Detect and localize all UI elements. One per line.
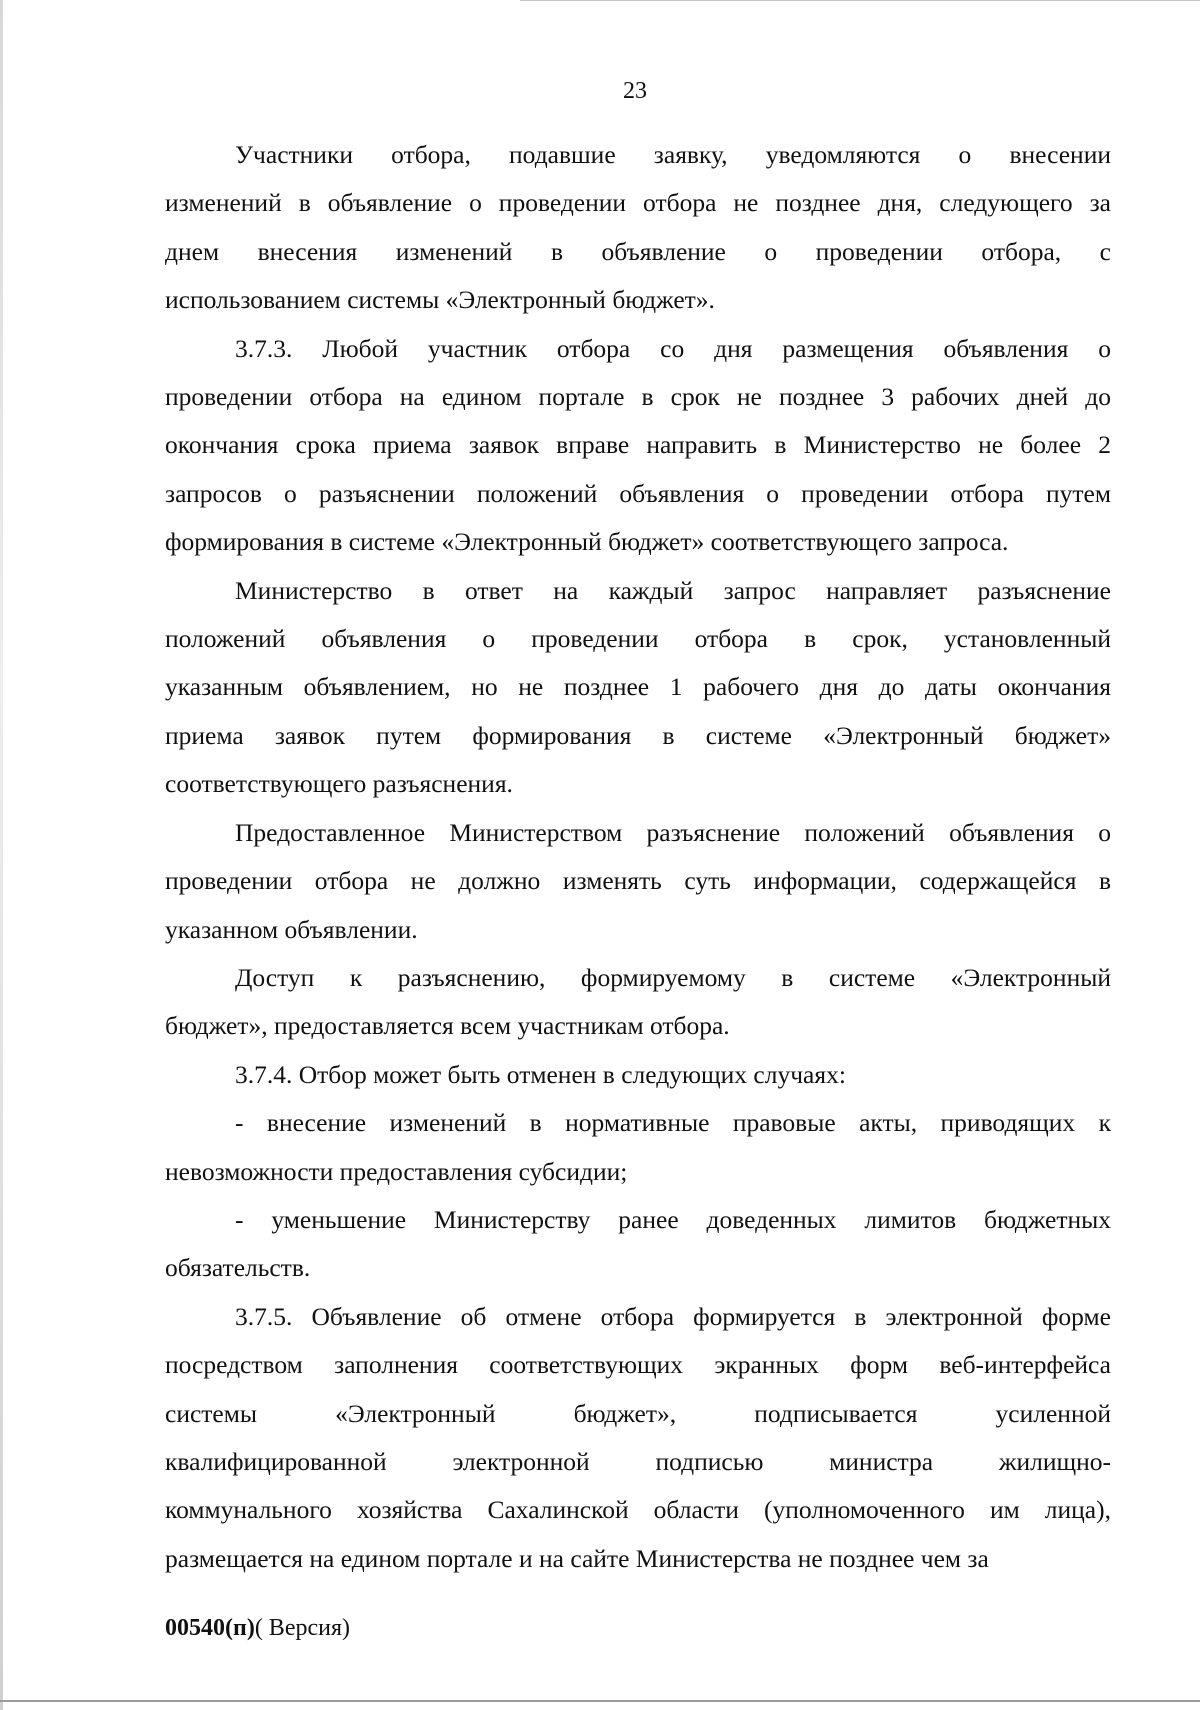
text-line: указанном объявлении. (165, 914, 418, 944)
document-footer (165, 1615, 350, 1642)
paragraph (165, 1293, 1111, 1583)
text-line: запросов о разъяснении положений объявления о проведении отбора путем (165, 478, 1111, 508)
text-line: бюджет», предоставляется всем участникам отбора. (165, 1011, 730, 1041)
paragraph (165, 1099, 1111, 1196)
text-line: Министерство в ответ на каждый запрос направляет разъяснение (235, 575, 1111, 605)
text-line: 3.7.3. Любой участник отбора со дня размещения объявления о (235, 333, 1111, 363)
text-line: формирования в системе «Электронный бюджет» соответствующего запроса. (165, 527, 1009, 557)
text-line: Предоставленное Министерством разъяснение положений объявления о (235, 817, 1111, 847)
text-line: изменений в объявление о проведении отбора не позднее дня, следующего за (165, 188, 1111, 218)
paragraph (165, 325, 1111, 567)
text-line: проведении отбора не должно изменять суть информации, содержащейся в (165, 866, 1111, 896)
text-line: коммунального хозяйства Сахалинской области (уполномоченного им лица), (165, 1495, 1111, 1525)
text-line: окончания срока приема заявок вправе направить в Министерство не более 2 (165, 430, 1111, 460)
paragraph (165, 1196, 1111, 1293)
text-line: днем внесения изменений в объявление о проведении отбора, с (165, 236, 1111, 266)
text-line: размещается на едином портале и на сайте Министерства не позднее чем за (165, 1543, 989, 1573)
paragraph (165, 809, 1111, 954)
scan-edge-left (0, 0, 3, 1710)
text-line: системы «Электронный бюджет», подписывается усиленной (165, 1398, 1111, 1428)
scan-edge-bottom (0, 1700, 1200, 1702)
text-line: Участники отбора, подавшие заявку, уведомляются о внесении (235, 140, 1111, 169)
text-line: проведении отбора на едином портале в срок не позднее 3 рабочих дней до (165, 382, 1111, 412)
paragraph (165, 567, 1111, 809)
text-line: Доступ к разъяснению, формируемому в системе «Электронный (235, 962, 1111, 992)
text-line: - уменьшение Министерству ранее доведенных лимитов бюджетных (235, 1204, 1111, 1234)
text-line: указанным объявлением, но не позднее 1 рабочего дня до даты окончания (165, 672, 1111, 702)
text-line: невозможности предоставления субсидии; (165, 1156, 628, 1186)
paragraph (165, 131, 1111, 325)
text-line: 3.7.4. Отбор может быть отменен в следующих случаях: (235, 1059, 846, 1089)
text-line: положений объявления о проведении отбора в срок, установленный (165, 624, 1111, 654)
scan-edge-top (520, 0, 1200, 1)
paragraph (165, 954, 1111, 1051)
text-line: соответствующего разъяснения. (165, 769, 513, 799)
text-line: посредством заполнения соответствующих экранных форм веб-интерфейса (165, 1350, 1111, 1380)
page-number: 23 (623, 78, 647, 104)
text-line: обязательств. (165, 1253, 311, 1283)
text-line: приема заявок путем формирования в системе «Электронный бюджет» (165, 720, 1111, 750)
text-line: квалифицированной электронной подписью министра жилищно- (165, 1446, 1111, 1476)
text-line: - внесение изменений в нормативные правовые акты, приводящих к (235, 1108, 1111, 1138)
document-body (165, 131, 1111, 1583)
document-code: 00540(п) (165, 1615, 255, 1641)
text-line: 3.7.5. Объявление об отмене отбора формируется в электронной форме (235, 1301, 1111, 1331)
paragraph (165, 1051, 1111, 1099)
document-version: ( Версия) (254, 1615, 350, 1641)
text-line: использованием системы «Электронный бюджет». (165, 285, 715, 315)
